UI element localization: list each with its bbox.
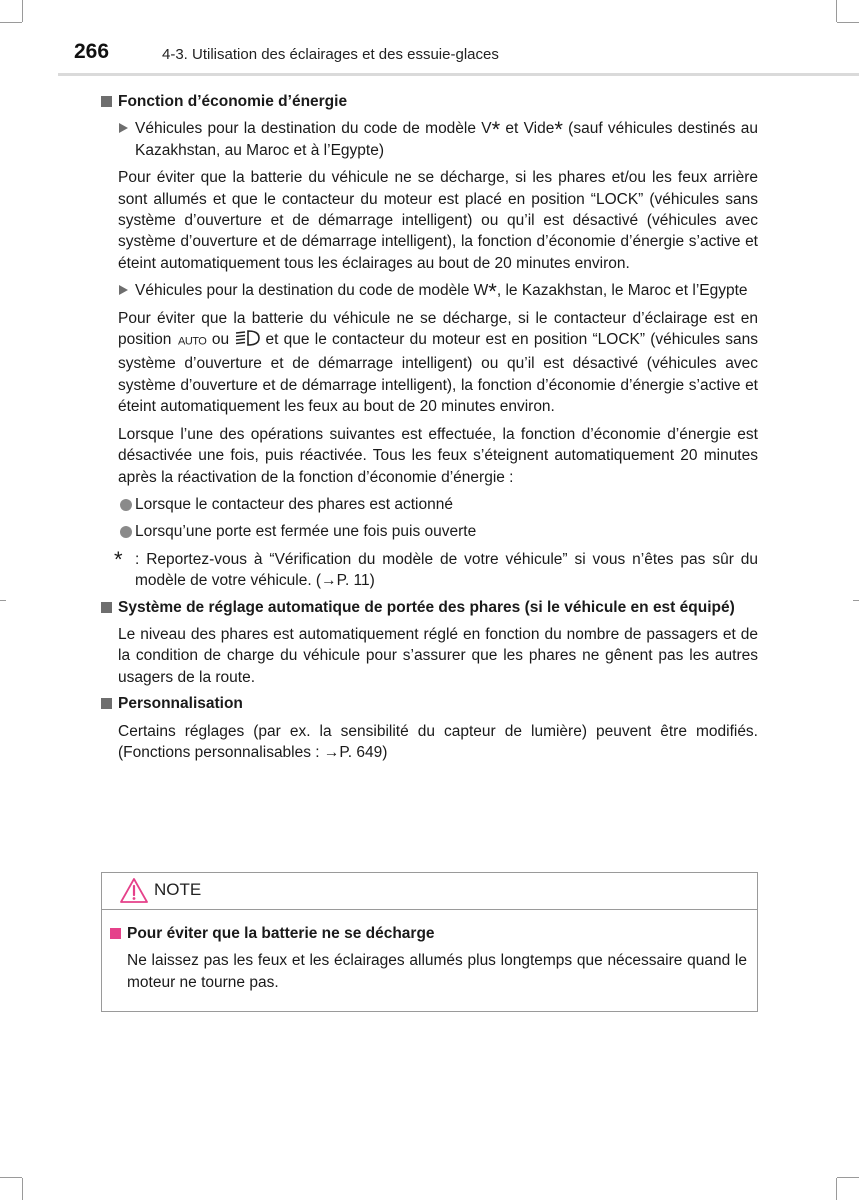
note-body [110, 923, 747, 993]
svg-text:AUTO: AUTO [177, 335, 207, 348]
triangle-bullet-icon [119, 285, 128, 295]
footnote-link-text: : Reportez-vous à “Vérification du modèle de votre véhicule” si vous n’êtes pas sûr du modèle de votre véhicule. (→P. 11) [135, 550, 758, 590]
bullet-destination-v: Véhicules pour la destination du code de modèle V* et Vide* (sauf véhicules destinés au Kazakhstan, au Maroc et à l’Egypte) [101, 118, 758, 161]
auto-light-switch-icon [177, 332, 207, 353]
note-marker [110, 928, 121, 939]
triangle-bullet-icon [119, 123, 128, 133]
chapter-title: 4-3. Utilisation des éclairages et des essuie-glaces [162, 46, 499, 63]
page-content [101, 86, 758, 763]
paragraph: Certains réglages (par ex. la sensibilité du capteur de lumière) peuvent être modifiés. (Fonctions personnalisables : →P. 649) [118, 722, 758, 761]
note-heading: Pour éviter que la batterie ne se décharge [110, 923, 747, 944]
crop-mark [836, 1178, 837, 1200]
section-personalization-title: Personnalisation [101, 693, 758, 714]
crop-mark [837, 1177, 859, 1178]
crop-mark [0, 1177, 22, 1178]
section-marker [101, 698, 112, 709]
warning-triangle-icon [119, 877, 149, 909]
note-label: NOTE [154, 880, 202, 899]
note-text: Ne laissez pas les feux et les éclairages allumés plus longtemps que nécessaire quand le moteur ne tourne pas. [127, 952, 747, 991]
crop-mark [22, 1178, 23, 1200]
footnote [101, 546, 758, 592]
header-rule [58, 73, 859, 76]
section-energy-saving-title: Fonction d’économie d’énergie [101, 91, 758, 112]
section-marker [101, 602, 112, 613]
list-item: Lorsque le contacteur des phares est actionné [101, 494, 758, 515]
page-number: 266 [74, 40, 110, 63]
asterisk: * [488, 279, 497, 305]
crop-mark [0, 600, 6, 601]
section-headlight-leveling-title: Système de réglage automatique de portée des phares (si le véhicule en est équipé) [101, 597, 758, 618]
asterisk: * [554, 117, 563, 143]
paragraph-light-switch: Pour éviter que la batterie du véhicule ne se décharge, si le contacteur d’éclairage est en position AUTO ou et que le contacteur du moteur est en position “LOCK” (véhicules sans système d’ouverture et de démarrage intelligent) ou qu’il est désactivé (véhicules avec système d’ouverture et de démarrage intelligent), la fonction d’économie d’énergie s’active et éteint automatiquement les feux au bout de 20 minutes environ. [118, 309, 758, 416]
paragraph: Le niveau des phares est automatiquement réglé en fonction du nombre de passagers et de la condition de charge du véhicule pour s’assurer que les phares ne gênent pas les autres usagers de la route. [118, 625, 758, 686]
circle-bullet-icon [120, 526, 132, 538]
page-header [0, 0, 859, 78]
crop-mark [853, 600, 859, 601]
paragraph: Lorsque l’une des opérations suivantes est effectuée, la fonction d’économie d’énergie est désactivée une fois, puis réactivée. Tous les feux s’éteignent automatiquement 20 minutes après la réactivation de la fonction d’économie d’énergie : [118, 425, 758, 486]
note-header [102, 873, 757, 910]
circle-bullet-icon [120, 499, 132, 511]
paragraph: Pour éviter que la batterie du véhicule ne se décharge, si les phares et/ou les feux arrière sont allumés et que le contacteur du moteur est placé en position “LOCK” (véhicules sans système d’ouverture et de démarrage intelligent) ou qu’il est désactivé (véhicules avec système d’ouverture et de démarrage intelligent), la fonction d’économie d’énergie s’active et éteint automatiquement tous les éclairages au bout de 20 minutes environ. [118, 169, 758, 272]
asterisk: * [491, 117, 501, 143]
note-box [101, 872, 758, 1012]
bullet-destination-w: Véhicules pour la destination du code de modèle W*, le Kazakhstan, le Maroc et l’Egypte [101, 280, 758, 301]
headlight-low-beam-icon [234, 329, 260, 353]
list-item: Lorsqu’une porte est fermée une fois puis ouverte [101, 521, 758, 542]
section-marker [101, 96, 112, 107]
asterisk: * [114, 546, 123, 572]
